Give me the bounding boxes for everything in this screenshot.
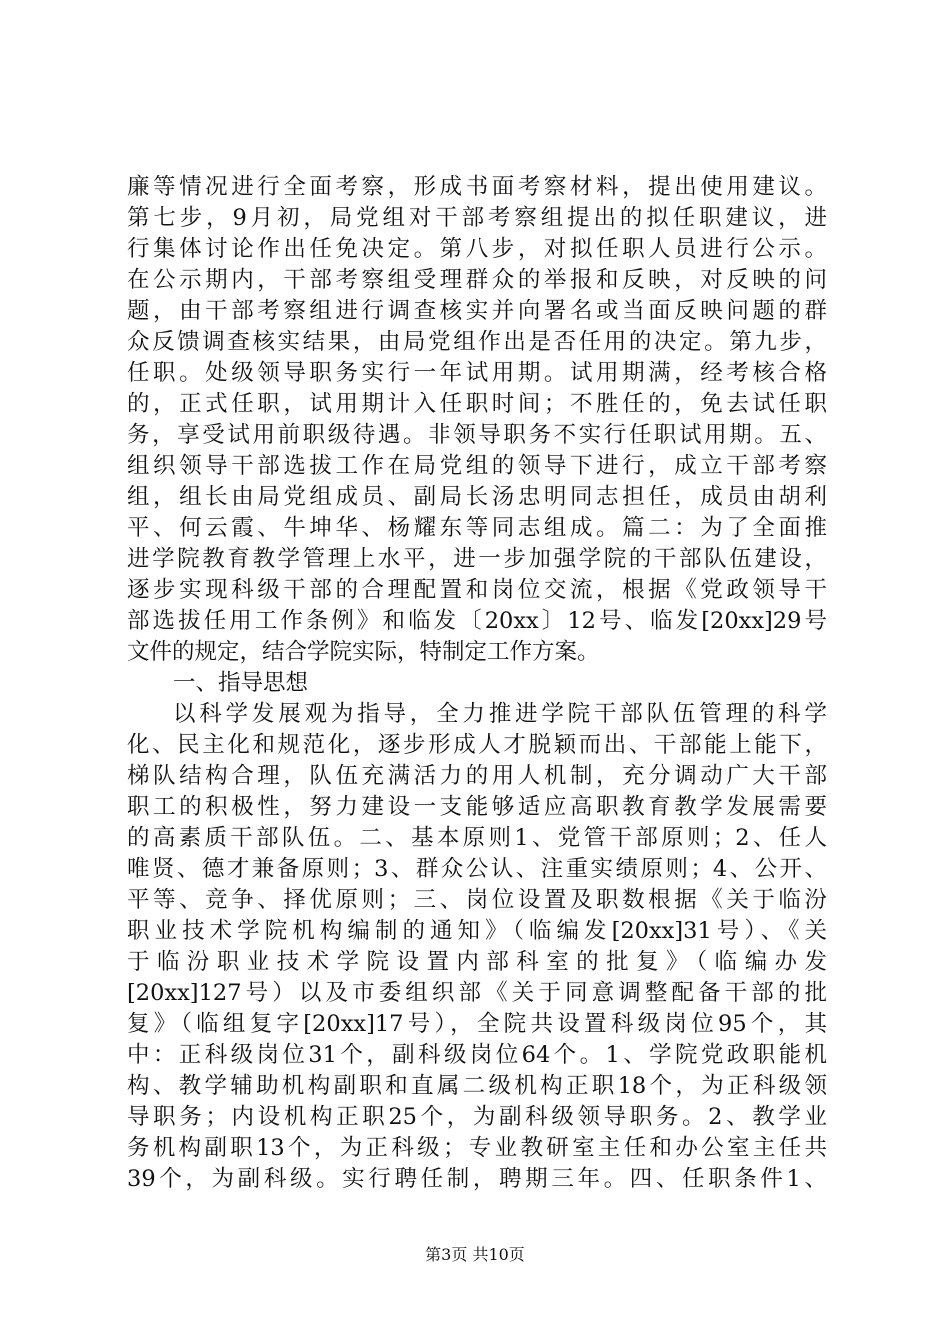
text-line: 务机构副职13个，为正科级；专业教研室主任和办公室主任共 — [127, 1135, 827, 1161]
text-line: 化、民主化和规范化，逐步形成人才脱颖而出、干部能上能下， — [127, 732, 827, 758]
text-line: 组，组长由局党组成员、副局长汤忠明同志担任，成员由胡利 — [127, 484, 827, 510]
text-line: 的高素质干部队伍。二、基本原则1、党管干部原则；2、任人 — [127, 825, 827, 851]
text-line: 中：正科级岗位31个，副科级岗位64个。1、学院党政职能机 — [127, 1042, 827, 1068]
text-line: 复》（临组复字[20xx]17号），全院共设置科级岗位95个，其 — [127, 1011, 827, 1037]
text-line: 的，正式任职，试用期计入任职时间；不胜任的，免去试任职 — [127, 391, 827, 417]
text-line: 行集体讨论作出任免决定。第八步，对拟任职人员进行公示。 — [127, 236, 827, 262]
text-line: 第七步，9月初，局党组对干部考察组提出的拟任职建议，进 — [127, 205, 827, 231]
text-line: 进学院教育教学管理上水平，进一步加强学院的干部队伍建设， — [127, 546, 827, 572]
text-line: 平等、竞争、择优原则；三、岗位设置及职数根据《关于临汾 — [127, 887, 827, 913]
text-line: 务，享受试用前职级待遇。非领导职务不实行任职试用期。五、 — [127, 422, 827, 448]
text-line: 文件的规定，结合学院实际，特制定工作方案。 — [127, 639, 600, 665]
text-line: 部选拔任用工作条例》和临发〔20xx〕12号、临发[20xx]29号 — [127, 608, 827, 634]
text-line: 题，由干部考察组进行调查核实并向署名或当面反映问题的群 — [127, 298, 827, 324]
text-line: 职工的积极性，努力建设一支能够适应高职教育教学发展需要 — [127, 794, 827, 820]
text-line: 众反馈调查核实结果，由局党组作出是否任用的决定。第九步， — [127, 329, 827, 355]
text-line: 平、何云霞、牛坤华、杨耀东等同志组成。篇二：为了全面推 — [127, 515, 827, 541]
text-line: [20xx]127号）以及市委组织部《关于同意调整配备干部的批 — [127, 980, 827, 1006]
text-line: 组织领导干部选拔工作在局党组的领导下进行，成立干部考察 — [127, 453, 827, 479]
text-line: 职业技术学院机构编制的通知》（临编发[20xx]31号）、《关 — [127, 918, 827, 944]
section-heading: 一、指导思想 — [173, 670, 309, 696]
text-line: 于临汾职业技术学院设置内部科室的批复》（临编办发 — [127, 949, 827, 975]
text-line: 唯贤、德才兼备原则；3、群众公认、注重实绩原则；4、公开、 — [127, 856, 827, 882]
text-line: 以科学发展观为指导，全力推进学院干部队伍管理的科学 — [173, 701, 827, 727]
text-line: 廉等情况进行全面考察，形成书面考察材料，提出使用建议。 — [127, 174, 827, 200]
text-line: 逐步实现科级干部的合理配置和岗位交流，根据《党政领导干 — [127, 577, 827, 603]
text-line: 构、教学辅助机构副职和直属二级机构正职18个，为正科级领 — [127, 1073, 827, 1099]
text-line: 在公示期内，干部考察组受理群众的举报和反映，对反映的问 — [127, 267, 827, 293]
text-line: 导职务；内设机构正职25个，为副科级领导职务。2、教学业 — [127, 1104, 827, 1130]
document-body — [127, 172, 827, 1195]
page-number-footer: 第3页 共10页 — [425, 1245, 525, 1264]
text-line: 39个，为副科级。实行聘任制，聘期三年。四、任职条件1、 — [127, 1166, 827, 1192]
text-line: 任职。处级领导职务实行一年试用期。试用期满，经考核合格 — [127, 360, 827, 386]
text-line: 梯队结构合理，队伍充满活力的用人机制，充分调动广大干部 — [127, 763, 827, 789]
